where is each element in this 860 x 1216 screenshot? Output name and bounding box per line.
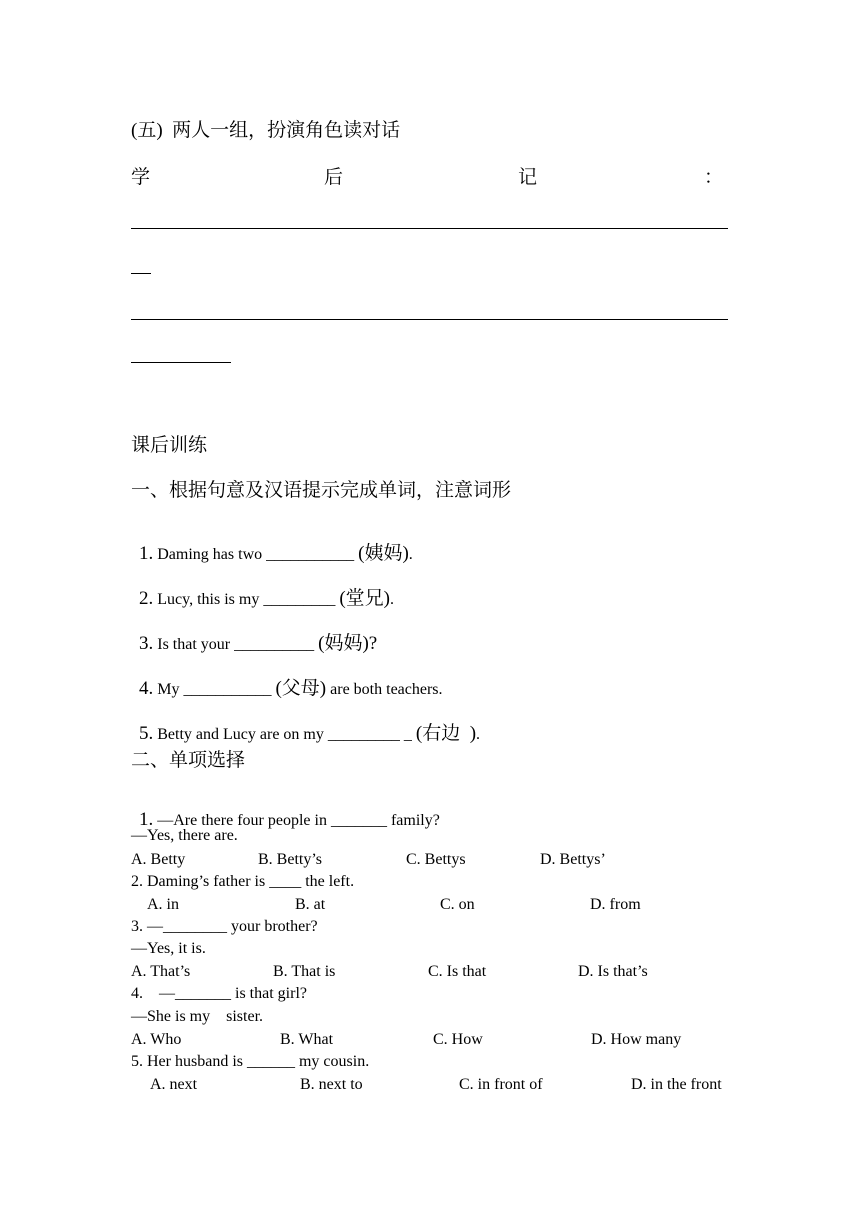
- item-text-end: .: [476, 726, 481, 743]
- item-hint: (父母): [275, 678, 327, 699]
- q2-option-c: C. on: [440, 896, 475, 913]
- notes-char-2: 后: [324, 167, 344, 188]
- q5-option-a: A. next: [150, 1076, 198, 1093]
- part1-title: 一、根据句意及汉语提示完成单词，注意词形: [131, 480, 512, 501]
- fill-item-5: [131, 700, 480, 745]
- after-class-title: 课后训练: [131, 435, 208, 456]
- item-text: My ___________: [153, 681, 276, 698]
- item-text: Lucy, this is my _________: [153, 591, 340, 608]
- q1-option-c: C. Bettys: [406, 851, 466, 868]
- item-hint: (堂兄): [339, 588, 390, 609]
- q3-option-a: A. That’s: [131, 963, 191, 980]
- q3-option-b: B. That is: [273, 963, 336, 980]
- q3-option-d: D. Is that’s: [578, 963, 648, 980]
- item-text: Daming has two ___________: [153, 546, 359, 563]
- item-hint: (右边 ): [415, 723, 477, 744]
- writing-line-2: [131, 319, 728, 320]
- question-1-answer: —Yes, there are.: [131, 827, 238, 844]
- q1-option-d: D. Bettys’: [540, 851, 606, 868]
- writing-line-1-cont: [131, 273, 151, 274]
- item-text: Is that your __________: [153, 636, 319, 653]
- item-hint: (姨妈): [358, 543, 409, 564]
- q5-option-c: C. in front of: [459, 1076, 543, 1093]
- item-number: 1.: [139, 543, 154, 564]
- q5-option-d: D. in the front: [631, 1076, 722, 1093]
- item-number: 4.: [139, 678, 154, 699]
- item-text-end: .: [408, 546, 413, 563]
- item-number: 2.: [139, 588, 154, 609]
- fill-item-4: [131, 655, 443, 700]
- q3-option-c: C. Is that: [428, 963, 487, 980]
- q2-option-a: A. in: [147, 896, 179, 913]
- item-number: 3.: [139, 633, 154, 654]
- writing-line-1: [131, 228, 728, 229]
- question-5-stem: 5. Her husband is ______ my cousin.: [131, 1053, 370, 1070]
- question-3-stem: 3. —________ your brother?: [131, 918, 318, 935]
- q4-option-c: C. How: [433, 1031, 483, 1048]
- question-4-answer: —She is my sister.: [131, 1008, 264, 1025]
- fill-item-3: [131, 610, 377, 655]
- question-2-stem: 2. Daming’s father is ____ the left.: [131, 873, 355, 890]
- item-number: 5.: [139, 723, 154, 744]
- q4-option-d: D. How many: [591, 1031, 682, 1048]
- q4-option-a: A. Who: [131, 1031, 182, 1048]
- fill-item-1: [131, 520, 413, 565]
- notes-colon: ：: [704, 167, 724, 188]
- item-text: Betty and Lucy are on my _________ _: [153, 726, 416, 743]
- item-text-end: ?: [368, 633, 378, 654]
- notes-char-3: 记: [518, 167, 538, 188]
- q2-option-b: B. at: [295, 896, 326, 913]
- question-3-answer: —Yes, it is.: [131, 940, 206, 957]
- q5-option-b: B. next to: [300, 1076, 363, 1093]
- fill-item-2: [131, 565, 394, 610]
- q2-option-d: D. from: [590, 896, 641, 913]
- item-text-end: are both teachers.: [326, 681, 443, 698]
- question-1-stem: [131, 791, 440, 831]
- section-title: (五) 两人一组，扮演角色读对话: [131, 120, 401, 141]
- notes-char-1: 学: [131, 167, 151, 188]
- writing-line-2-cont: [131, 362, 231, 363]
- question-4-stem: 4. —_______ is that girl?: [131, 985, 307, 1002]
- item-text-end: .: [389, 591, 394, 608]
- q1-option-b: B. Betty’s: [258, 851, 323, 868]
- question-text: —Are there four people in _______ family?: [153, 812, 440, 829]
- q4-option-b: B. What: [280, 1031, 334, 1048]
- q1-option-a: A. Betty: [131, 851, 186, 868]
- question-number: 1.: [139, 809, 154, 830]
- part2-title: 二、单项选择: [131, 750, 246, 771]
- item-hint: (妈妈): [318, 633, 369, 654]
